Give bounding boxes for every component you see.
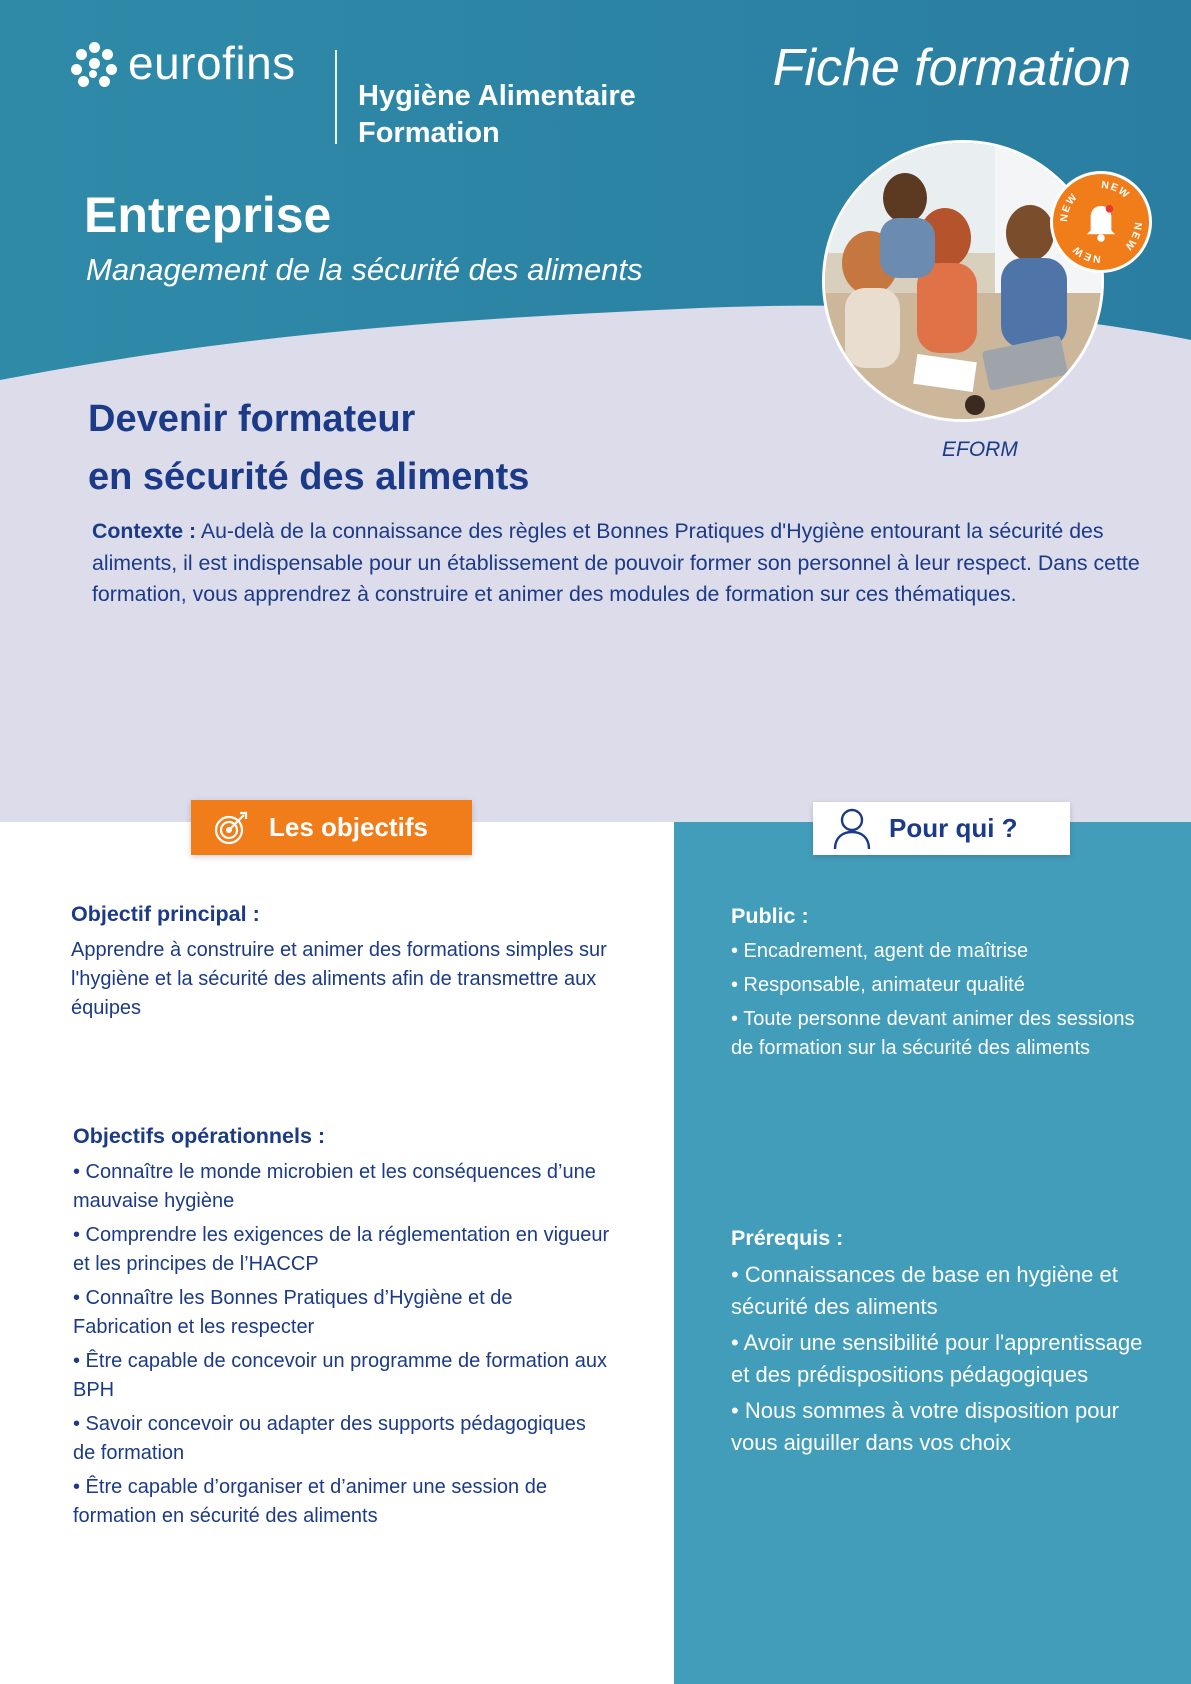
context-text: Au-delà de la connaissance des règles et Bonnes Pratiques d'Hygiène entourant la sécurité des aliments, il est indispensable pour un établissement de pouvoir former son personnel à leur respect. Dans cette formation, vous apprendrez à construire et animer des modules de formation sur ces thématiques. — [92, 519, 1140, 606]
bell-icon — [1053, 174, 1149, 270]
svg-text:NEW: NEW — [1070, 242, 1102, 265]
list-item: • Connaître le monde microbien et les conséquences d’une mauvaise hygiène — [73, 1161, 596, 1212]
logo-dots-icon — [70, 40, 120, 90]
brand-name: eurofins — [128, 37, 296, 89]
public-heading: Public : — [731, 904, 809, 928]
svg-text:NEW: NEW — [1100, 179, 1132, 202]
course-title — [88, 390, 529, 506]
audience-label: Pour qui ? — [889, 813, 1018, 843]
list-item: • Connaître les Bonnes Pratiques d’Hygiène et de Fabrication et les respecter — [73, 1287, 513, 1338]
objectives-section-label — [191, 800, 472, 855]
person-icon — [833, 808, 871, 850]
subcategory-heading: Management de la sécurité des aliments — [86, 252, 643, 287]
main-objective-text: Apprendre à construire et animer des formations simples sur l'hygiène et la sécurité des aliments afin de transmettre aux équipes — [71, 939, 607, 1019]
course-code: EFORM — [942, 438, 1018, 461]
target-icon — [213, 810, 249, 846]
new-badge — [1050, 171, 1152, 273]
svg-text:NEW: NEW — [1058, 191, 1081, 223]
list-item: • Être capable d’organiser et d’animer une session de formation en sécurité des aliments — [73, 1476, 547, 1527]
list-item: • Comprendre les exigences de la réglementation en vigueur et les principes de l’HACCP — [73, 1224, 610, 1275]
document-type: Fiche formation — [772, 39, 1131, 97]
context-paragraph — [92, 516, 1142, 611]
list-item: • Avoir une sensibilité pour l'apprentissage et des prédispositions pédagogiques — [731, 1330, 1143, 1387]
list-item: • Nous sommes à votre disposition pour vous aiguiller dans vos choix — [731, 1398, 1119, 1455]
main-objective-heading: Objectif principal : — [71, 902, 260, 926]
list-item: • Responsable, animateur qualité — [731, 974, 1025, 996]
eurofins-logo — [70, 37, 296, 90]
public-list — [731, 937, 1151, 1068]
list-item: • Connaissances de base en hygiène et sécurité des aliments — [731, 1262, 1118, 1319]
audience-section-label — [813, 802, 1070, 855]
context-label: Contexte : — [92, 519, 197, 543]
list-item: • Être capable de concevoir un programme de formation aux BPH — [73, 1350, 607, 1401]
division-line-1: Hygiène Alimentaire — [358, 80, 636, 112]
svg-text:NEW: NEW — [1121, 221, 1144, 253]
course-title-line-2: en sécurité des aliments — [88, 456, 530, 498]
division-name — [358, 78, 636, 152]
list-item: • Savoir concevoir ou adapter des supports pédagogiques de formation — [73, 1413, 586, 1464]
category-heading: Entreprise — [84, 187, 332, 243]
list-item: • Toute personne devant animer des sessions de formation sur la sécurité des aliments — [731, 1008, 1135, 1059]
list-item: • Encadrement, agent de maîtrise — [731, 940, 1029, 962]
prerequisites-heading: Prérequis : — [731, 1226, 844, 1250]
logo-divider — [335, 50, 337, 144]
objectives-label: Les objectifs — [269, 812, 428, 842]
course-title-line-1: Devenir formateur — [88, 398, 416, 440]
operational-objectives-heading: Objectifs opérationnels : — [73, 1124, 326, 1148]
operational-objectives-list — [73, 1158, 613, 1536]
division-line-2: Formation — [358, 117, 500, 149]
prerequisites-list — [731, 1259, 1161, 1463]
